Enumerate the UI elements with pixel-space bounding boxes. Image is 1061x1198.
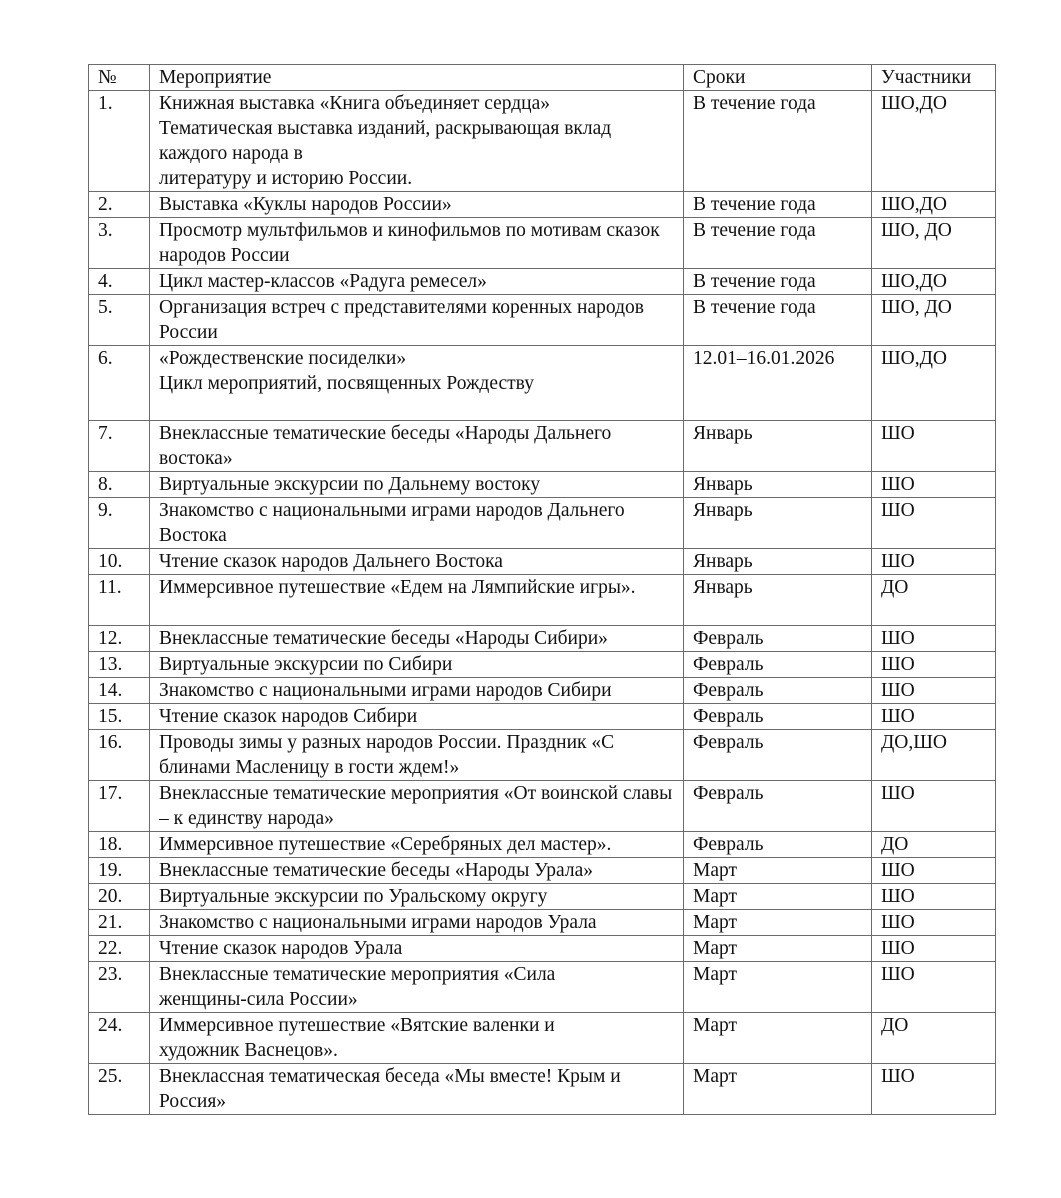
event-text: Цикл мероприятий, посвященных Рождеству xyxy=(159,373,534,394)
table-row xyxy=(89,346,996,421)
table-row xyxy=(89,498,996,549)
participants-cell: ШО,ДО xyxy=(872,91,996,192)
dates-cell: Январь xyxy=(684,575,872,626)
dates-cell: В течение года xyxy=(684,295,872,346)
row-number: 7. xyxy=(89,421,150,472)
event-text: Знакомство с национальными играми народов Дальнего Востока xyxy=(159,500,625,546)
dates-cell: Март xyxy=(684,962,872,1013)
event-cell xyxy=(150,704,684,730)
event-text: Россия» xyxy=(159,1091,227,1112)
dates-cell: Февраль xyxy=(684,730,872,781)
participants-cell: ШО xyxy=(872,498,996,549)
participants-cell: ШО xyxy=(872,549,996,575)
event-cell xyxy=(150,730,684,781)
table-row xyxy=(89,910,996,936)
table-header-row xyxy=(89,65,996,91)
participants-cell: ШО xyxy=(872,858,996,884)
table-row xyxy=(89,1064,996,1115)
participants-cell: ДО xyxy=(872,832,996,858)
dates-cell: Январь xyxy=(684,549,872,575)
table-row xyxy=(89,626,996,652)
row-number: 23. xyxy=(89,962,150,1013)
event-cell xyxy=(150,295,684,346)
dates-cell: Январь xyxy=(684,498,872,549)
dates-cell: Февраль xyxy=(684,704,872,730)
event-cell xyxy=(150,346,684,421)
dates-cell: Март xyxy=(684,1064,872,1115)
event-text: Просмотр мультфильмов и кинофильмов по мотивам сказок народов России xyxy=(159,220,660,266)
table-row xyxy=(89,218,996,269)
event-cell xyxy=(150,678,684,704)
dates-cell: Март xyxy=(684,1013,872,1064)
row-number: 20. xyxy=(89,884,150,910)
event-text: каждого народа в xyxy=(159,143,303,164)
table-row xyxy=(89,652,996,678)
event-cell xyxy=(150,781,684,832)
dates-cell: Февраль xyxy=(684,678,872,704)
row-number: 6. xyxy=(89,346,150,421)
event-text: Иммерсивное путешествие «Серебряных дел мастер». xyxy=(159,834,612,855)
event-text: Чтение сказок народов Урала xyxy=(159,938,403,959)
dates-cell: В течение года xyxy=(684,91,872,192)
event-text: Внеклассные тематические мероприятия «От воинской славы – к единству народа» xyxy=(159,783,673,829)
participants-cell: ШО,ДО xyxy=(872,192,996,218)
table-row xyxy=(89,472,996,498)
event-text: Внеклассные тематические мероприятия «Сила xyxy=(159,964,556,985)
participants-cell: ШО xyxy=(872,421,996,472)
header-event: Мероприятие xyxy=(150,65,684,91)
row-number: 24. xyxy=(89,1013,150,1064)
row-number: 14. xyxy=(89,678,150,704)
participants-cell: ШО xyxy=(872,1064,996,1115)
row-number: 15. xyxy=(89,704,150,730)
table-row xyxy=(89,421,996,472)
event-cell xyxy=(150,626,684,652)
header-number: № xyxy=(89,65,150,91)
header-participants: Участники xyxy=(872,65,996,91)
participants-cell: ШО xyxy=(872,704,996,730)
header-dates: Сроки xyxy=(684,65,872,91)
event-text: Внеклассная тематическая беседа «Мы вместе! Крым и xyxy=(159,1066,621,1087)
event-cell xyxy=(150,936,684,962)
event-text: Иммерсивное путешествие «Едем на Лямпийские игры». xyxy=(159,577,636,598)
dates-cell: Январь xyxy=(684,421,872,472)
event-text: Тематическая выставка изданий, раскрывающая вклад xyxy=(159,118,612,139)
event-text: Проводы зимы у разных народов России. Праздник «С блинами Масленицу в гости ждем!» xyxy=(159,732,615,778)
event-text: Цикл мастер-классов «Радуга ремесел» xyxy=(159,271,487,292)
events-plan-table xyxy=(88,64,996,1115)
event-cell xyxy=(150,269,684,295)
row-number: 21. xyxy=(89,910,150,936)
event-text: «Рождественские посиделки» xyxy=(159,348,407,369)
event-cell xyxy=(150,884,684,910)
row-number: 4. xyxy=(89,269,150,295)
row-number: 22. xyxy=(89,936,150,962)
table-row xyxy=(89,962,996,1013)
event-cell xyxy=(150,192,684,218)
event-text: Внеклассные тематические беседы «Народы Урала» xyxy=(159,860,593,881)
dates-cell: Февраль xyxy=(684,652,872,678)
event-cell xyxy=(150,832,684,858)
dates-cell: 12.01–16.01.2026 xyxy=(684,346,872,421)
event-text: Чтение сказок народов Сибири xyxy=(159,706,418,727)
table-row xyxy=(89,192,996,218)
row-number: 11. xyxy=(89,575,150,626)
table-row xyxy=(89,678,996,704)
row-number: 17. xyxy=(89,781,150,832)
table-row xyxy=(89,549,996,575)
row-number: 3. xyxy=(89,218,150,269)
table-body xyxy=(89,91,996,1115)
participants-cell: ДО xyxy=(872,575,996,626)
event-cell xyxy=(150,1064,684,1115)
table-row xyxy=(89,936,996,962)
row-number: 5. xyxy=(89,295,150,346)
event-cell xyxy=(150,421,684,472)
event-cell xyxy=(150,218,684,269)
event-cell xyxy=(150,910,684,936)
event-cell xyxy=(150,1013,684,1064)
event-text: Виртуальные экскурсии по Дальнему востоку xyxy=(159,474,541,495)
event-cell xyxy=(150,549,684,575)
event-text: Книжная выставка «Книга объединяет сердца» xyxy=(159,93,551,114)
event-text: Иммерсивное путешествие «Вятские валенки и xyxy=(159,1015,555,1036)
event-text: Знакомство с национальными играми народов Урала xyxy=(159,912,597,933)
table-row xyxy=(89,832,996,858)
dates-cell: В течение года xyxy=(684,192,872,218)
event-text: женщины-сила России» xyxy=(159,989,358,1010)
dates-cell: В течение года xyxy=(684,269,872,295)
table-row xyxy=(89,295,996,346)
dates-cell: Март xyxy=(684,936,872,962)
table-row xyxy=(89,1013,996,1064)
event-cell xyxy=(150,575,684,626)
participants-cell: ШО, ДО xyxy=(872,295,996,346)
dates-cell: В течение года xyxy=(684,218,872,269)
participants-cell: ШО xyxy=(872,884,996,910)
participants-cell: ШО xyxy=(872,472,996,498)
row-number: 10. xyxy=(89,549,150,575)
participants-cell: ДО,ШО xyxy=(872,730,996,781)
event-cell xyxy=(150,858,684,884)
row-number: 13. xyxy=(89,652,150,678)
dates-cell: Март xyxy=(684,910,872,936)
table-row xyxy=(89,269,996,295)
participants-cell: ШО xyxy=(872,962,996,1013)
row-number: 1. xyxy=(89,91,150,192)
event-text: Внеклассные тематические беседы «Народы Сибири» xyxy=(159,628,608,649)
dates-cell: Январь xyxy=(684,472,872,498)
event-text: Чтение сказок народов Дальнего Востока xyxy=(159,551,503,572)
row-number: 12. xyxy=(89,626,150,652)
table-row xyxy=(89,575,996,626)
participants-cell: ШО xyxy=(872,781,996,832)
participants-cell: ШО xyxy=(872,678,996,704)
event-text: Организация встреч с представителями коренных народов России xyxy=(159,297,644,343)
event-cell xyxy=(150,498,684,549)
event-cell xyxy=(150,91,684,192)
participants-cell: ШО xyxy=(872,652,996,678)
dates-cell: Февраль xyxy=(684,832,872,858)
event-text: Знакомство с национальными играми народов Сибири xyxy=(159,680,612,701)
table-row xyxy=(89,858,996,884)
event-text: художник Васнецов». xyxy=(159,1040,338,1061)
table-row xyxy=(89,704,996,730)
table-row xyxy=(89,781,996,832)
participants-cell: ШО xyxy=(872,910,996,936)
row-number: 8. xyxy=(89,472,150,498)
row-number: 2. xyxy=(89,192,150,218)
dates-cell: Февраль xyxy=(684,626,872,652)
event-text: литературу и историю России. xyxy=(159,168,413,189)
participants-cell: ШО xyxy=(872,936,996,962)
row-number: 18. xyxy=(89,832,150,858)
dates-cell: Март xyxy=(684,858,872,884)
row-number: 25. xyxy=(89,1064,150,1115)
event-cell xyxy=(150,472,684,498)
participants-cell: ШО,ДО xyxy=(872,346,996,421)
row-number: 9. xyxy=(89,498,150,549)
dates-cell: Февраль xyxy=(684,781,872,832)
event-text: Виртуальные экскурсии по Уральскому округу xyxy=(159,886,548,907)
participants-cell: ШО, ДО xyxy=(872,218,996,269)
dates-cell: Март xyxy=(684,884,872,910)
event-text: Выставка «Куклы народов России» xyxy=(159,194,452,215)
participants-cell: ШО xyxy=(872,626,996,652)
participants-cell: ШО,ДО xyxy=(872,269,996,295)
event-cell xyxy=(150,652,684,678)
row-number: 19. xyxy=(89,858,150,884)
participants-cell: ДО xyxy=(872,1013,996,1064)
event-text: Виртуальные экскурсии по Сибири xyxy=(159,654,453,675)
table-row xyxy=(89,884,996,910)
table-row xyxy=(89,730,996,781)
row-number: 16. xyxy=(89,730,150,781)
table-row xyxy=(89,91,996,192)
event-cell xyxy=(150,962,684,1013)
event-text: Внеклассные тематические беседы «Народы Дальнего востока» xyxy=(159,423,612,469)
